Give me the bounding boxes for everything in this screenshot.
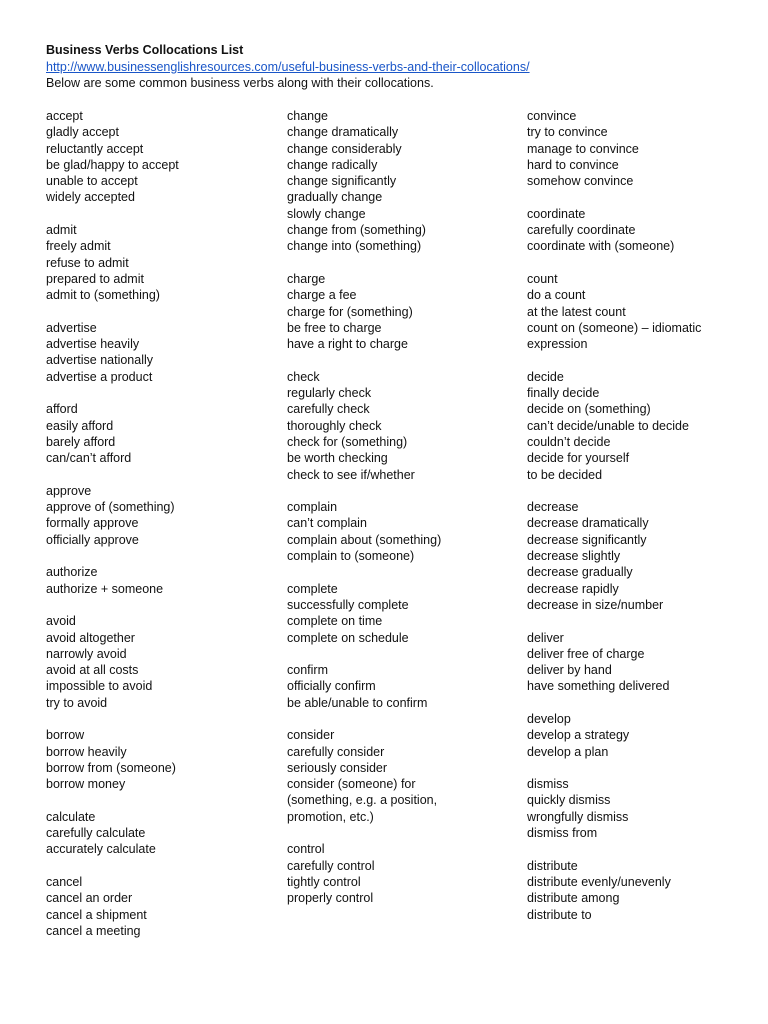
column-1 xyxy=(46,108,276,955)
verb-group xyxy=(527,499,757,613)
collocation-line: refuse to admit xyxy=(46,255,129,270)
collocation-line: borrow heavily xyxy=(46,744,127,759)
collocation-line: slowly change xyxy=(287,206,366,221)
collocation-line: be glad/happy to accept xyxy=(46,157,179,172)
collocation-line: impossible to avoid xyxy=(46,679,153,694)
collocation-line: distribute evenly/unevenly xyxy=(527,874,671,889)
intro-text: Below are some common business verbs along with their collocations. xyxy=(46,76,434,90)
collocation-line: distribute to xyxy=(527,907,592,922)
verb-heading: authorize xyxy=(46,565,98,580)
verb-group xyxy=(46,483,276,548)
verb-group xyxy=(527,630,757,695)
verb-group xyxy=(46,874,276,939)
collocation-line: advertise heavily xyxy=(46,337,140,352)
collocation-line: do a count xyxy=(527,288,586,303)
collocation-line: have something delivered xyxy=(527,679,670,694)
collocation-line: successfully complete xyxy=(287,597,409,612)
collocation-line: avoid at all costs xyxy=(46,663,139,678)
collocation-line: change dramatically xyxy=(287,125,399,140)
collocation-line: complain about (something) xyxy=(287,532,442,547)
verb-heading: decide xyxy=(527,369,564,384)
verb-heading: distribute xyxy=(527,858,578,873)
verb-heading: coordinate xyxy=(527,206,586,221)
verb-group xyxy=(46,613,276,711)
verb-group xyxy=(527,271,757,352)
collocation-line: cancel a meeting xyxy=(46,923,141,938)
verb-heading: calculate xyxy=(46,809,96,824)
collocation-line: deliver free of charge xyxy=(527,646,645,661)
collocation-line: distribute among xyxy=(527,891,620,906)
collocation-line: carefully control xyxy=(287,858,375,873)
collocation-line: cancel a shipment xyxy=(46,907,147,922)
collocation-line: prepared to admit xyxy=(46,271,144,286)
verb-group xyxy=(527,108,757,189)
verb-heading: confirm xyxy=(287,663,328,678)
column-2 xyxy=(287,108,517,923)
collocation-line: freely admit xyxy=(46,239,111,254)
collocation-line: decrease slightly xyxy=(527,549,621,564)
collocation-line: be worth checking xyxy=(287,451,388,466)
verb-group xyxy=(287,499,517,564)
verb-group xyxy=(46,809,276,858)
collocation-line: coordinate with (someone) xyxy=(527,239,675,254)
collocation-line: approve of (something) xyxy=(46,500,175,515)
verb-heading: deliver xyxy=(527,630,564,645)
collocation-line: gradually change xyxy=(287,190,383,205)
collocation-line: to be decided xyxy=(527,467,603,482)
collocation-line: expression xyxy=(527,337,588,352)
collocation-line: develop a strategy xyxy=(527,728,630,743)
collocation-line: cancel an order xyxy=(46,891,133,906)
document-title: Business Verbs Collocations List xyxy=(46,43,244,57)
collocation-line: widely accepted xyxy=(46,190,135,205)
verb-heading: advertise xyxy=(46,320,97,335)
verb-heading: approve xyxy=(46,483,92,498)
collocation-line: hard to convince xyxy=(527,157,619,172)
collocation-line: develop a plan xyxy=(527,744,609,759)
collocation-line: decrease rapidly xyxy=(527,581,619,596)
verb-heading: accept xyxy=(46,109,83,123)
collocation-line: tightly control xyxy=(287,874,361,889)
collocation-line: can/can’t afford xyxy=(46,451,132,466)
collocation-line: manage to convince xyxy=(527,141,639,156)
collocation-line: officially approve xyxy=(46,532,139,547)
collocation-line: be free to charge xyxy=(287,320,382,335)
document-header xyxy=(46,42,746,92)
collocation-line: change radically xyxy=(287,157,378,172)
collocation-line: try to avoid xyxy=(46,695,108,710)
collocation-line: narrowly avoid xyxy=(46,646,127,661)
collocation-line: consider (someone) for xyxy=(287,777,416,792)
collocation-line: charge for (something) xyxy=(287,304,413,319)
collocation-line: avoid altogether xyxy=(46,630,135,645)
verb-heading: charge xyxy=(287,271,326,286)
collocation-line: decrease dramatically xyxy=(527,516,649,531)
collocation-line: quickly dismiss xyxy=(527,793,611,808)
column-3 xyxy=(527,108,757,939)
collocation-line: deliver by hand xyxy=(527,663,612,678)
collocation-line: borrow from (someone) xyxy=(46,760,176,775)
verb-heading: develop xyxy=(527,711,571,726)
collocation-line: couldn’t decide xyxy=(527,434,611,449)
collocation-line: complete on schedule xyxy=(287,630,409,645)
collocation-line: carefully consider xyxy=(287,744,385,759)
verb-heading: borrow xyxy=(46,728,85,743)
collocation-line: change considerably xyxy=(287,141,402,156)
verb-heading: check xyxy=(287,369,320,384)
verb-group xyxy=(287,271,517,352)
verb-group xyxy=(527,776,757,841)
collocation-line: decrease in size/number xyxy=(527,597,664,612)
verb-group xyxy=(46,320,276,385)
collocation-line: carefully coordinate xyxy=(527,223,636,238)
verb-heading: complete xyxy=(287,581,338,596)
verb-group xyxy=(46,564,276,597)
collocation-line: gladly accept xyxy=(46,125,119,140)
collocation-line: wrongfully dismiss xyxy=(527,809,629,824)
verb-group xyxy=(287,369,517,483)
collocation-line: borrow money xyxy=(46,777,126,792)
collocation-line: decrease gradually xyxy=(527,565,633,580)
collocation-line: change significantly xyxy=(287,174,397,189)
collocation-line: check for (something) xyxy=(287,434,408,449)
collocation-line: at the latest count xyxy=(527,304,626,319)
verb-heading: control xyxy=(287,842,325,857)
verb-heading: change xyxy=(287,109,329,123)
collocation-line: have a right to charge xyxy=(287,337,408,352)
verb-group xyxy=(287,841,517,906)
collocation-line: unable to accept xyxy=(46,174,138,189)
verb-heading: count xyxy=(527,271,558,286)
collocation-line: promotion, etc.) xyxy=(287,809,374,824)
verb-heading: decrease xyxy=(527,500,579,515)
collocation-line: formally approve xyxy=(46,516,139,531)
verb-heading: complain xyxy=(287,500,338,515)
verb-group xyxy=(527,369,757,483)
collocation-line: thoroughly check xyxy=(287,418,382,433)
verb-heading: convince xyxy=(527,109,577,123)
verb-heading: dismiss xyxy=(527,777,569,792)
collocation-line: decrease significantly xyxy=(527,532,647,547)
collocation-line: decide on (something) xyxy=(527,402,651,417)
verb-heading: admit xyxy=(46,223,77,238)
collocation-line: authorize + someone xyxy=(46,581,164,596)
collocation-line: can’t complain xyxy=(287,516,367,531)
collocation-line: accurately calculate xyxy=(46,842,156,857)
collocation-line: decide for yourself xyxy=(527,451,630,466)
verb-group xyxy=(287,662,517,711)
collocation-line: try to convince xyxy=(527,125,608,140)
collocation-line: officially confirm xyxy=(287,679,376,694)
collocation-line: be able/unable to confirm xyxy=(287,695,428,710)
collocation-line: change into (something) xyxy=(287,239,422,254)
collocation-line: complain to (someone) xyxy=(287,549,415,564)
collocation-line: properly control xyxy=(287,891,374,906)
verb-group xyxy=(287,581,517,646)
collocation-line: seriously consider xyxy=(287,760,388,775)
source-link[interactable]: http://www.businessenglishresources.com/useful-business-verbs-and-their-collocations/ xyxy=(46,59,530,74)
verb-group xyxy=(46,401,276,466)
collocation-line: regularly check xyxy=(287,386,372,401)
collocation-line: dismiss from xyxy=(527,826,598,841)
verb-heading: cancel xyxy=(46,874,83,889)
collocation-line: finally decide xyxy=(527,386,600,401)
collocation-line: can’t decide/unable to decide xyxy=(527,418,689,433)
collocation-line: easily afford xyxy=(46,418,114,433)
verb-group xyxy=(46,222,276,303)
collocation-line: advertise nationally xyxy=(46,353,154,368)
collocation-line: check to see if/whether xyxy=(287,467,415,482)
collocation-line: barely afford xyxy=(46,434,116,449)
verb-group xyxy=(287,108,517,255)
collocation-line: count on (someone) – idiomatic xyxy=(527,320,702,335)
verb-group xyxy=(46,727,276,792)
verb-heading: afford xyxy=(46,402,78,417)
collocation-line: admit to (something) xyxy=(46,288,160,303)
verb-group xyxy=(527,711,757,760)
collocation-line: charge a fee xyxy=(287,288,357,303)
verb-group xyxy=(527,206,757,255)
collocation-line: carefully check xyxy=(287,402,370,417)
collocation-line: reluctantly accept xyxy=(46,141,144,156)
collocation-line: carefully calculate xyxy=(46,826,146,841)
verb-group xyxy=(46,108,276,206)
collocation-line: (something, e.g. a position, xyxy=(287,793,438,808)
verb-group xyxy=(287,727,517,825)
collocation-line: change from (something) xyxy=(287,223,426,238)
collocation-line: complete on time xyxy=(287,614,383,629)
verb-heading: avoid xyxy=(46,614,76,629)
verb-group xyxy=(527,858,757,923)
collocation-line: somehow convince xyxy=(527,174,634,189)
collocation-line: advertise a product xyxy=(46,369,153,384)
verb-heading: consider xyxy=(287,728,335,743)
